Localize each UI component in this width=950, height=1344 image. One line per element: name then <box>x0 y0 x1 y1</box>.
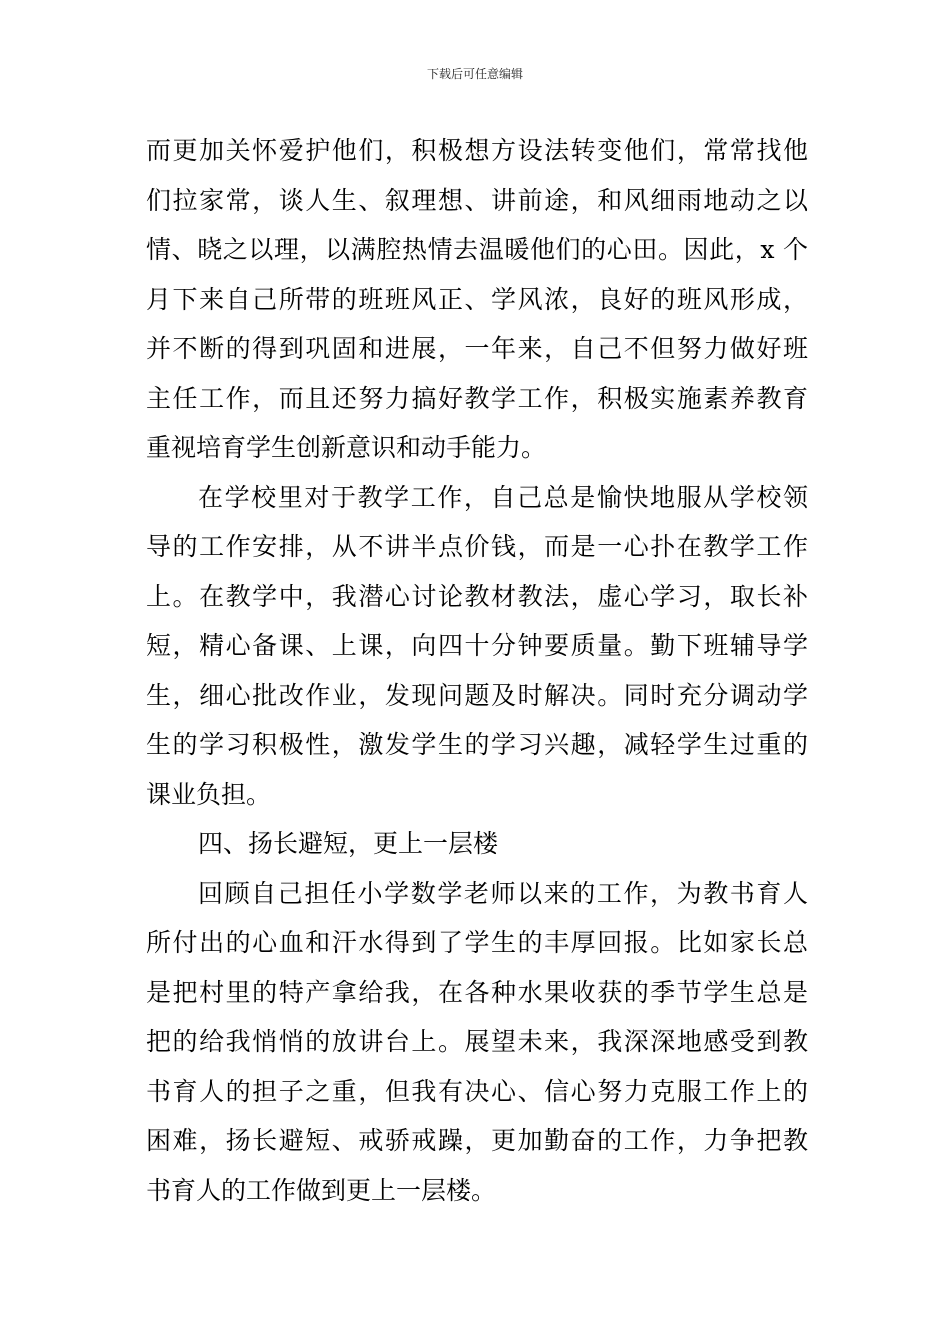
text-line: 导的工作安排，从不讲半点价钱，而是一心扑在教学工作 <box>146 532 808 561</box>
text-line: 书育人的工作做到更上一层楼。 <box>146 1175 497 1205</box>
document-body <box>146 126 808 1215</box>
text-line: 回顾自己担任小学数学老师以来的工作，为教书育人 <box>198 878 808 908</box>
text-line: 困难，扬长避短、戒骄戒躁，更加勤奋的工作，力争把教 <box>146 1126 808 1155</box>
text-line: 而更加关怀爱护他们，积极想方设法转变他们，常常找他 <box>146 136 808 165</box>
text-line: 月下来自己所带的班班风正、学风浓，良好的班风形成， <box>146 284 808 314</box>
text-line: 四、扬长避短，更上一层楼 <box>198 829 499 858</box>
text-line: 短，精心备课、上课，向四十分钟要质量。勤下班辅导学 <box>146 631 808 660</box>
text-line: 主任工作，而且还努力搞好教学工作，积极实施素养教育 <box>146 383 808 413</box>
text-line: 生，细心批改作业，发现问题及时解决。同时充分调动学 <box>146 680 808 710</box>
text-line: 在学校里对于教学工作，自己总是愉快地服从学校领 <box>198 482 808 512</box>
text-line: 上。在教学中，我潜心讨论教材教法，虚心学习，取长补 <box>146 581 808 611</box>
text-line: 把的给我悄悄的放讲台上。展望未来，我深深地感受到教 <box>146 1027 808 1056</box>
text-line: 书育人的担子之重，但我有决心、信心努力克服工作上的 <box>146 1076 808 1106</box>
text-line: 情、晓之以理，以满腔热情去温暖他们的心田。因此，x 个 <box>146 235 808 264</box>
text-line: 们拉家常，谈人生、叙理想、讲前途，和风细雨地动之以 <box>146 185 808 215</box>
text-line: 课业负担。 <box>146 779 272 809</box>
page-header: 下载后可任意编辑 <box>426 67 523 81</box>
text-line: 并不断的得到巩固和进展，一年来，自己不但努力做好班 <box>146 334 808 363</box>
text-line: 生的学习积极性，激发学生的学习兴趣，减轻学生过重的 <box>146 730 808 759</box>
text-line: 重视培育学生创新意识和动手能力。 <box>146 433 547 462</box>
text-line: 是把村里的特产拿给我，在各种水果收获的季节学生总是 <box>146 977 808 1007</box>
text-line: 所付出的心血和汗水得到了学生的丰厚回报。比如家长总 <box>146 928 808 957</box>
